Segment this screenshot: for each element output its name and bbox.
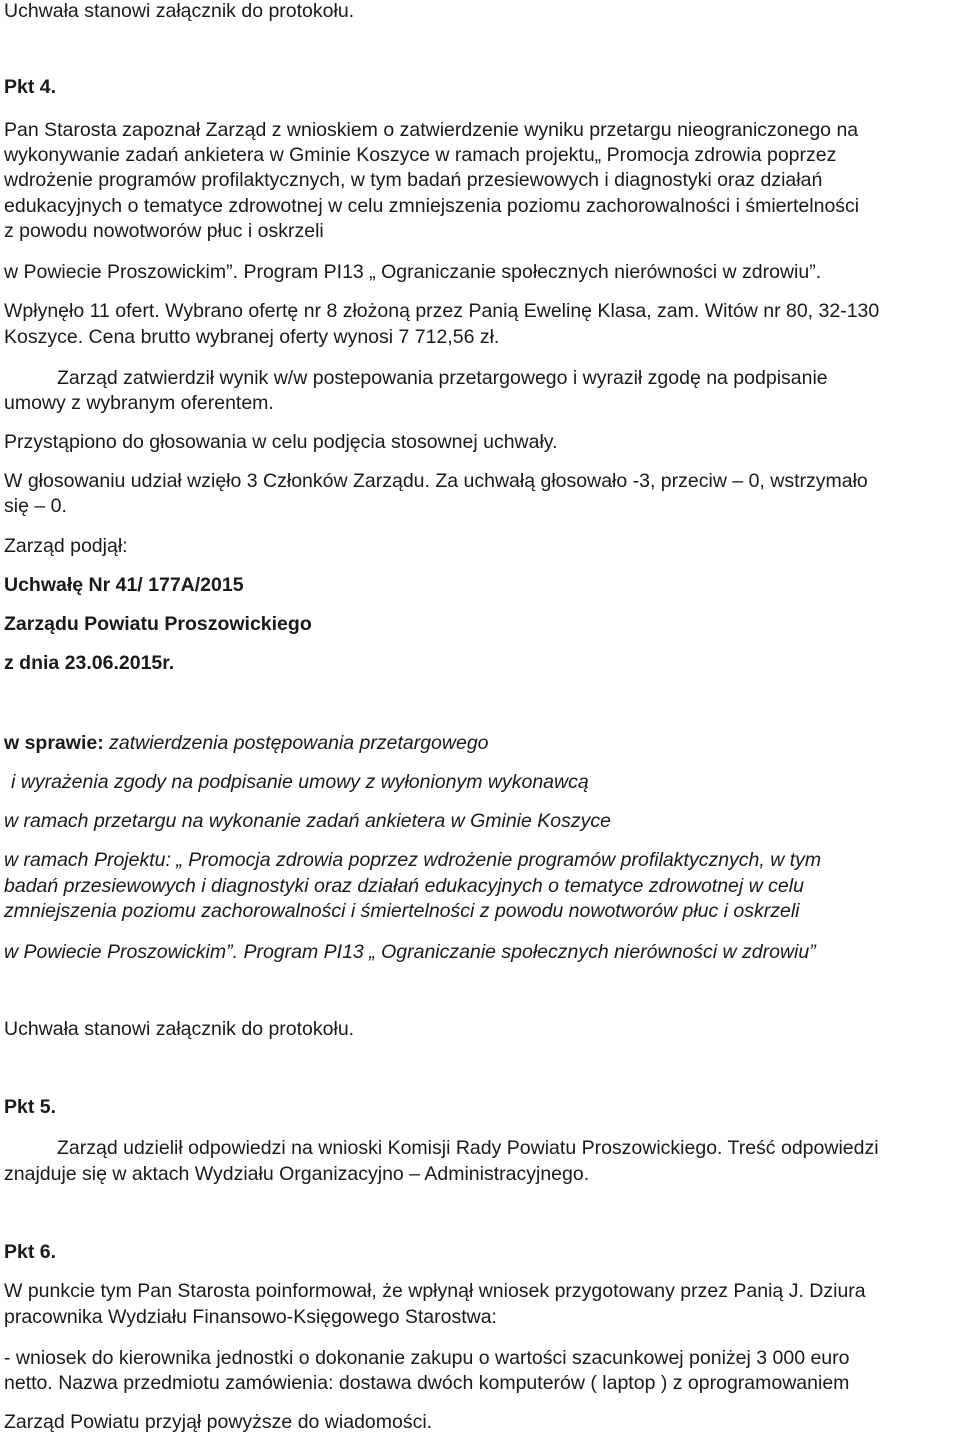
section-heading-pkt4: Pkt 4. <box>4 76 57 98</box>
paragraph-line: netto. Nazwa przedmiotu zamówienia: dostawa dwóch komputerów ( laptop ) z oprogramowaniem <box>4 1372 850 1394</box>
resolution-number: Uchwałę Nr 41/ 177A/2015 <box>4 574 244 596</box>
paragraph-line: w Powiecie Proszowickim”. Program PI13 „ Ograniczanie społecznych nierówności w zdrowiu”. <box>4 261 822 283</box>
paragraph-line: z powodu nowotworów płuc i oskrzeli <box>4 220 324 242</box>
paragraph-line: Wpłynęło 11 ofert. Wybrano ofertę nr 8 złożoną przez Panią Ewelinę Klasa, zam. Witów nr 80, 32-130 <box>4 300 880 322</box>
paragraph-line: Zarząd udzielił odpowiedzi na wnioski Komisji Rady Powiatu Proszowickiego. Treść odpowiedzi <box>57 1137 879 1159</box>
paragraph-line: W punkcie tym Pan Starosta poinformował, że wpłynął wniosek przygotowany przez Panią J. Dziura <box>4 1280 866 1302</box>
section-heading-pkt5: Pkt 5. <box>4 1096 57 1118</box>
subject-label: w sprawie: <box>4 732 104 754</box>
attachment-note: Uchwała stanowi załącznik do protokołu. <box>4 1018 355 1040</box>
resolution-body: Zarządu Powiatu Proszowickiego <box>4 613 312 635</box>
paragraph-line: Zarząd zatwierdził wynik w/w postepowania przetargowego i wyraził zgodę na podpisanie <box>57 367 828 389</box>
paragraph-line: Przystąpiono do głosowania w celu podjęcia stosownej uchwały. <box>4 431 558 453</box>
attachment-note: Uchwała stanowi załącznik do protokołu. <box>4 0 355 22</box>
paragraph-line: umowy z wybranym oferentem. <box>4 392 274 414</box>
subject-line: w ramach przetargu na wykonanie zadań ankietera w Gminie Koszyce <box>4 810 611 832</box>
resolution-date: z dnia 23.06.2015r. <box>4 652 175 674</box>
paragraph-line: wdrożenie programów profilaktycznych, w tym badań przesiewowych i diagnostyki oraz działań <box>4 169 823 191</box>
paragraph-line: - wniosek do kierownika jednostki o dokonanie zakupu o wartości szacunkowej poniżej 3 000 euro <box>4 1347 850 1369</box>
paragraph-line: znajduje się w aktach Wydziału Organizacyjno – Administracyjnego. <box>4 1163 590 1185</box>
subject-line: zmniejszenia poziomu zachorowalności i śmiertelności z powodu nowotworów płuc i oskrzeli <box>4 900 800 922</box>
section-heading-pkt6: Pkt 6. <box>4 1241 57 1263</box>
subject-text: zatwierdzenia postępowania przetargowego <box>103 732 489 754</box>
subject-line: w Powiecie Proszowickim”. Program PI13 „ Ograniczanie społecznych nierówności w zdrowiu” <box>4 941 816 963</box>
paragraph-line: Zarząd Powiatu przyjął powyższe do wiadomości. <box>4 1411 433 1433</box>
paragraph-line: Koszyce. Cena brutto wybranej oferty wynosi 7 712,56 zł. <box>4 326 500 348</box>
paragraph-line: Zarząd podjął: <box>4 535 128 557</box>
paragraph-line: W głosowaniu udział wzięło 3 Członków Zarządu. Za uchwałą głosowało -3, przeciw – 0, wstrzymało <box>4 470 868 492</box>
subject-line: w ramach Projektu: „ Promocja zdrowia poprzez wdrożenie programów profilaktycznych, w tym <box>4 849 822 871</box>
subject-line: i wyrażenia zgody na podpisanie umowy z wyłonionym wykonawcą <box>11 771 589 793</box>
paragraph-line: wykonywanie zadań ankietera w Gminie Koszyce w ramach projektu„ Promocja zdrowia poprzez <box>4 144 837 166</box>
paragraph-line: Pan Starosta zapoznał Zarząd z wnioskiem o zatwierdzenie wyniku przetargu nieograniczonego na <box>4 119 859 141</box>
paragraph-line: edukacyjnych o tematyce zdrowotnej w celu zmniejszenia poziomu zachorowalności i śmiertelności <box>4 195 860 217</box>
paragraph-line: się – 0. <box>4 495 67 517</box>
paragraph-line: pracownika Wydziału Finansowo-Księgowego Starostwa: <box>4 1306 497 1328</box>
subject-line <box>4 734 489 754</box>
subject-line: badań przesiewowych i diagnostyki oraz działań edukacyjnych o tematyce zdrowotnej w celu <box>4 875 804 897</box>
